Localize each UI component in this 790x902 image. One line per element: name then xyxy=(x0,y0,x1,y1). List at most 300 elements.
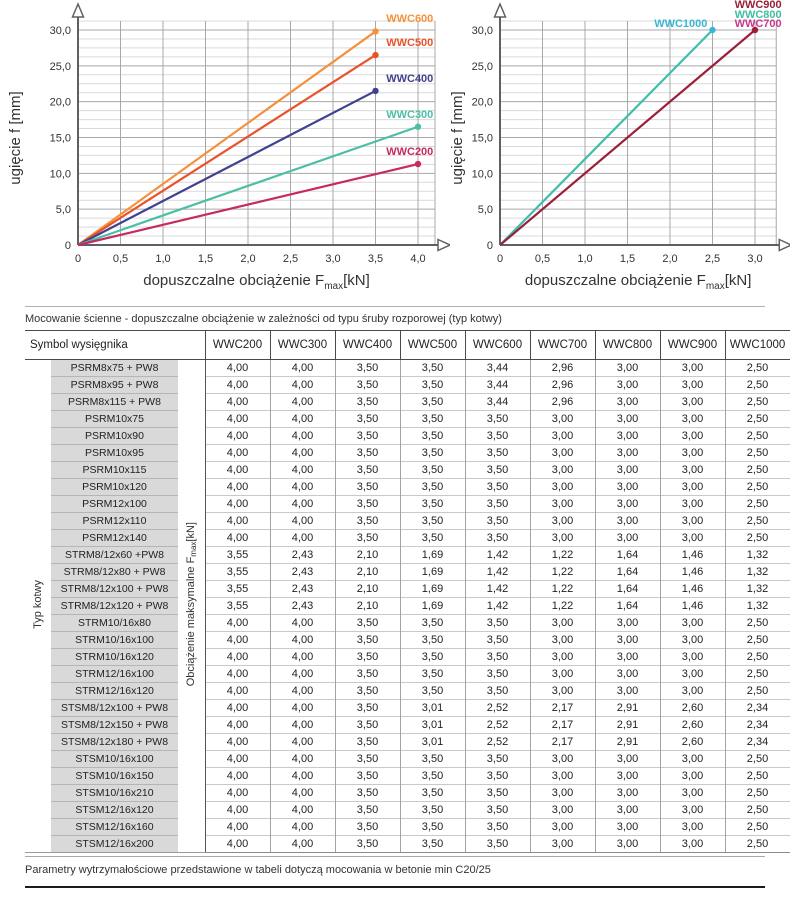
value-cell: 2,50 xyxy=(725,751,790,768)
value-cell: 4,00 xyxy=(270,683,335,700)
value-cell: 3,50 xyxy=(400,785,465,802)
row-label: STSM12/16x160 xyxy=(51,819,178,836)
y-tick-label: 20,0 xyxy=(471,96,493,109)
value-cell: 3,00 xyxy=(660,802,725,819)
table-section xyxy=(0,306,790,888)
value-cell: 3,50 xyxy=(400,802,465,819)
value-cell: 3,00 xyxy=(595,632,660,649)
row-label: PSRM12x110 xyxy=(51,513,178,530)
x-tick-label: 0 xyxy=(496,253,504,265)
value-cell: 3,00 xyxy=(530,666,595,683)
value-cell: 3,00 xyxy=(595,479,660,496)
bottom-rule xyxy=(25,886,765,888)
table-row xyxy=(25,360,790,377)
value-cell: 2,60 xyxy=(660,700,725,717)
symbol-header: Symbol wysięgnika xyxy=(25,331,205,360)
series-label-WWC600: WWC600 xyxy=(386,13,434,25)
col-header-WWC800: WWC800 xyxy=(595,331,660,360)
value-cell: 4,00 xyxy=(205,666,270,683)
value-cell: 4,00 xyxy=(270,666,335,683)
value-cell: 1,64 xyxy=(595,547,660,564)
value-cell: 1,32 xyxy=(725,581,790,598)
value-cell: 3,50 xyxy=(335,394,400,411)
value-cell: 3,50 xyxy=(335,649,400,666)
series-line-WWC400 xyxy=(78,91,376,245)
value-cell: 3,50 xyxy=(465,530,530,547)
x-tick-label: 0,5 xyxy=(112,253,129,265)
table-row xyxy=(25,785,790,802)
y-tick-label: 5,0 xyxy=(55,204,71,217)
y-tick-label: 30,0 xyxy=(471,25,493,37)
value-cell: 4,00 xyxy=(270,462,335,479)
value-cell: 3,50 xyxy=(465,411,530,428)
value-cell: 3,50 xyxy=(335,496,400,513)
value-cell: 3,00 xyxy=(530,802,595,819)
value-cell: 4,00 xyxy=(205,530,270,547)
series-line-WWC600 xyxy=(78,31,376,245)
value-cell: 3,50 xyxy=(400,462,465,479)
table-row xyxy=(25,445,790,462)
value-cell: 3,00 xyxy=(660,615,725,632)
value-cell: 4,00 xyxy=(270,717,335,734)
typ-kotwy-label: Typ kotwy xyxy=(32,580,44,629)
x-tick-label: 2,5 xyxy=(282,253,299,265)
row-label: PSRM10x115 xyxy=(51,462,178,479)
x-axis-arrow-icon xyxy=(779,240,790,251)
value-cell: 3,50 xyxy=(465,666,530,683)
row-label: STRM12/16x120 xyxy=(51,683,178,700)
value-cell: 4,00 xyxy=(270,530,335,547)
x-tick-label: 1,0 xyxy=(577,253,593,265)
value-cell: 3,00 xyxy=(660,411,725,428)
row-label: PSRM12x140 xyxy=(51,530,178,547)
value-cell: 3,50 xyxy=(465,513,530,530)
table-row xyxy=(25,513,790,530)
table-row xyxy=(25,377,790,394)
value-cell: 4,00 xyxy=(205,360,270,377)
footnote: Parametry wytrzymałościowe przedstawione w tabeli dotyczą mocowania w betonie min C20/25 xyxy=(25,856,765,886)
value-cell: 3,50 xyxy=(335,377,400,394)
value-cell: 2,17 xyxy=(530,734,595,751)
fmax-label-post: [kN] xyxy=(184,522,197,542)
value-cell: 3,00 xyxy=(660,496,725,513)
table-row xyxy=(25,530,790,547)
chart-svg-wall-mount-deflection-wwc200-600 xyxy=(0,0,450,302)
table-row xyxy=(25,479,790,496)
value-cell: 3,55 xyxy=(205,564,270,581)
load-table xyxy=(25,330,790,853)
value-cell: 3,50 xyxy=(465,751,530,768)
value-cell: 3,00 xyxy=(660,751,725,768)
value-cell: 3,00 xyxy=(530,530,595,547)
series-marker-WWC600 xyxy=(372,28,378,34)
value-cell: 3,00 xyxy=(530,496,595,513)
value-cell: 3,50 xyxy=(400,411,465,428)
x-axis-arrow-icon xyxy=(438,240,450,251)
value-cell: 2,50 xyxy=(725,649,790,666)
value-cell: 4,00 xyxy=(270,768,335,785)
col-header-WWC600: WWC600 xyxy=(465,331,530,360)
value-cell: 3,00 xyxy=(660,768,725,785)
value-cell: 3,50 xyxy=(465,496,530,513)
value-cell: 2,50 xyxy=(725,496,790,513)
value-cell: 4,00 xyxy=(205,819,270,836)
series-label-WWC500: WWC500 xyxy=(386,37,434,49)
value-cell: 4,00 xyxy=(205,751,270,768)
value-cell: 2,43 xyxy=(270,581,335,598)
value-cell: 2,43 xyxy=(270,598,335,615)
col-header-WWC700: WWC700 xyxy=(530,331,595,360)
value-cell: 2,17 xyxy=(530,717,595,734)
value-cell: 1,46 xyxy=(660,547,725,564)
value-cell: 3,00 xyxy=(595,802,660,819)
value-cell: 3,00 xyxy=(595,496,660,513)
value-cell: 3,50 xyxy=(465,819,530,836)
value-cell: 3,50 xyxy=(335,734,400,751)
value-cell: 3,50 xyxy=(400,428,465,445)
value-cell: 3,00 xyxy=(595,649,660,666)
value-cell: 1,46 xyxy=(660,581,725,598)
col-header-WWC1000: WWC1000 xyxy=(725,331,790,360)
value-cell: 3,50 xyxy=(335,479,400,496)
value-cell: 3,00 xyxy=(660,666,725,683)
series-marker-WWC300 xyxy=(415,124,421,130)
value-cell: 4,00 xyxy=(270,819,335,836)
value-cell: 2,50 xyxy=(725,530,790,547)
value-cell: 2,96 xyxy=(530,360,595,377)
row-label: STRM12/16x100 xyxy=(51,666,178,683)
deflection-chart-right xyxy=(450,0,790,302)
value-cell: 1,32 xyxy=(725,564,790,581)
value-cell: 2,50 xyxy=(725,428,790,445)
value-cell: 3,00 xyxy=(530,479,595,496)
x-tick-label: 0,5 xyxy=(534,253,551,265)
fmax-cell xyxy=(178,360,205,853)
table-row xyxy=(25,428,790,445)
value-cell: 1,42 xyxy=(465,598,530,615)
value-cell: 3,00 xyxy=(660,819,725,836)
value-cell: 2,50 xyxy=(725,513,790,530)
value-cell: 3,50 xyxy=(465,768,530,785)
value-cell: 3,55 xyxy=(205,598,270,615)
row-label: STSM8/12x180 + PW8 xyxy=(51,734,178,751)
value-cell: 4,00 xyxy=(205,700,270,717)
series-marker-WWC200 xyxy=(415,161,421,167)
value-cell: 4,00 xyxy=(270,479,335,496)
value-cell: 3,50 xyxy=(465,683,530,700)
series-label-WWC700: WWC700 xyxy=(734,18,782,30)
col-header-WWC400: WWC400 xyxy=(335,331,400,360)
value-cell: 2,50 xyxy=(725,360,790,377)
table-row xyxy=(25,496,790,513)
value-cell: 1,69 xyxy=(400,547,465,564)
value-cell: 4,00 xyxy=(205,445,270,462)
value-cell: 3,50 xyxy=(335,445,400,462)
value-cell: 3,55 xyxy=(205,547,270,564)
value-cell: 3,50 xyxy=(400,666,465,683)
value-cell: 3,00 xyxy=(530,428,595,445)
y-tick-label: 0 xyxy=(64,240,71,252)
x-tick-label: 1,0 xyxy=(155,253,171,265)
value-cell: 3,50 xyxy=(335,411,400,428)
series-label-WWC400: WWC400 xyxy=(386,73,434,85)
value-cell: 3,50 xyxy=(335,802,400,819)
x-tick-label: 4,0 xyxy=(410,253,426,265)
y-tick-label: 5,0 xyxy=(477,204,493,217)
table-row xyxy=(25,751,790,768)
row-label: STRM10/16x100 xyxy=(51,632,178,649)
col-header-WWC300: WWC300 xyxy=(270,331,335,360)
fmax-label-sub: max xyxy=(188,541,198,558)
value-cell: 3,44 xyxy=(465,377,530,394)
value-cell: 3,00 xyxy=(660,513,725,530)
value-cell: 4,00 xyxy=(205,802,270,819)
value-cell: 3,00 xyxy=(595,768,660,785)
value-cell: 3,50 xyxy=(400,394,465,411)
value-cell: 3,00 xyxy=(660,360,725,377)
y-axis-title: ugięcie f [mm] xyxy=(7,91,24,185)
value-cell: 3,50 xyxy=(335,751,400,768)
series-marker-WWC1000 xyxy=(709,27,715,33)
typ-kotwy-cell xyxy=(25,360,51,853)
value-cell: 1,64 xyxy=(595,598,660,615)
value-cell: 4,00 xyxy=(205,649,270,666)
row-label: STRM8/12x120 + PW8 xyxy=(51,598,178,615)
table-row xyxy=(25,411,790,428)
value-cell: 3,50 xyxy=(335,683,400,700)
x-tick-label: 1,5 xyxy=(619,253,636,265)
value-cell: 3,00 xyxy=(530,615,595,632)
row-label: STRM8/12x60 +PW8 xyxy=(51,547,178,564)
value-cell: 2,50 xyxy=(725,615,790,632)
value-cell: 3,00 xyxy=(595,428,660,445)
y-tick-label: 20,0 xyxy=(49,96,71,109)
value-cell: 3,00 xyxy=(660,394,725,411)
value-cell: 3,00 xyxy=(595,615,660,632)
value-cell: 3,50 xyxy=(400,377,465,394)
value-cell: 2,34 xyxy=(725,700,790,717)
value-cell: 4,00 xyxy=(270,615,335,632)
x-tick-label: 1,5 xyxy=(197,253,214,265)
row-label: STSM10/16x150 xyxy=(51,768,178,785)
y-axis-arrow-icon xyxy=(73,4,84,17)
value-cell: 4,00 xyxy=(205,836,270,853)
value-cell: 4,00 xyxy=(270,411,335,428)
value-cell: 2,50 xyxy=(725,445,790,462)
value-cell: 1,64 xyxy=(595,564,660,581)
value-cell: 2,50 xyxy=(725,802,790,819)
table-row xyxy=(25,819,790,836)
series-label-WWC900: WWC900 xyxy=(734,0,782,11)
value-cell: 4,00 xyxy=(270,496,335,513)
value-cell: 3,50 xyxy=(465,615,530,632)
row-label: PSRM10x95 xyxy=(51,445,178,462)
value-cell: 3,50 xyxy=(335,785,400,802)
value-cell: 3,50 xyxy=(400,751,465,768)
value-cell: 3,00 xyxy=(595,683,660,700)
row-label: STSM10/16x100 xyxy=(51,751,178,768)
value-cell: 3,00 xyxy=(595,513,660,530)
row-label: PSRM10x120 xyxy=(51,479,178,496)
value-cell: 3,00 xyxy=(660,377,725,394)
value-cell: 4,00 xyxy=(205,462,270,479)
value-cell: 3,00 xyxy=(660,445,725,462)
value-cell: 3,00 xyxy=(595,360,660,377)
x-tick-label: 0 xyxy=(74,253,82,265)
row-label: STSM12/16x120 xyxy=(51,802,178,819)
value-cell: 4,00 xyxy=(205,717,270,734)
row-label: PSRM8x115 + PW8 xyxy=(51,394,178,411)
value-cell: 3,00 xyxy=(530,683,595,700)
x-axis-title: dopuszczalne obciążenie $F_{max}[kN]$ xyxy=(524,272,752,292)
table-row xyxy=(25,717,790,734)
value-cell: 3,50 xyxy=(465,462,530,479)
y-tick-label: 0 xyxy=(486,240,493,252)
row-label: STRM8/12x80 + PW8 xyxy=(51,564,178,581)
row-label: STSM8/12x100 + PW8 xyxy=(51,700,178,717)
value-cell: 2,50 xyxy=(725,683,790,700)
y-axis-arrow-icon xyxy=(495,4,506,17)
value-cell: 2,52 xyxy=(465,700,530,717)
value-cell: 1,69 xyxy=(400,564,465,581)
value-cell: 2,50 xyxy=(725,377,790,394)
value-cell: 3,50 xyxy=(400,819,465,836)
value-cell: 1,32 xyxy=(725,598,790,615)
deflection-chart-left xyxy=(0,0,450,302)
x-axis-title: dopuszczalne obciążenie $F_{max}[kN]$ xyxy=(143,272,370,292)
series-label-WWC1000: WWC1000 xyxy=(654,18,708,30)
value-cell: 1,46 xyxy=(660,564,725,581)
value-cell: 3,50 xyxy=(400,530,465,547)
value-cell: 4,00 xyxy=(205,479,270,496)
value-cell: 1,22 xyxy=(530,547,595,564)
value-cell: 2,50 xyxy=(725,462,790,479)
x-tick-label: 2,0 xyxy=(240,253,256,265)
value-cell: 4,00 xyxy=(205,683,270,700)
value-cell: 2,52 xyxy=(465,717,530,734)
value-cell: 1,32 xyxy=(725,547,790,564)
value-cell: 3,50 xyxy=(335,768,400,785)
value-cell: 4,00 xyxy=(270,632,335,649)
header-row xyxy=(25,331,790,360)
value-cell: 3,00 xyxy=(595,394,660,411)
value-cell: 3,00 xyxy=(595,445,660,462)
value-cell: 2,50 xyxy=(725,819,790,836)
row-label: PSRM10x90 xyxy=(51,428,178,445)
value-cell: 3,50 xyxy=(335,632,400,649)
value-cell: 4,00 xyxy=(205,768,270,785)
value-cell: 2,50 xyxy=(725,479,790,496)
value-cell: 3,00 xyxy=(530,768,595,785)
value-cell: 2,50 xyxy=(725,836,790,853)
value-cell: 4,00 xyxy=(270,751,335,768)
value-cell: 4,00 xyxy=(270,802,335,819)
value-cell: 3,00 xyxy=(530,411,595,428)
value-cell: 3,50 xyxy=(465,445,530,462)
x-tick-label: 3,5 xyxy=(367,253,384,265)
value-cell: 1,22 xyxy=(530,564,595,581)
value-cell: 4,00 xyxy=(270,445,335,462)
value-cell: 1,42 xyxy=(465,564,530,581)
value-cell: 2,52 xyxy=(465,734,530,751)
value-cell: 2,50 xyxy=(725,768,790,785)
value-cell: 3,50 xyxy=(400,836,465,853)
value-cell: 4,00 xyxy=(270,785,335,802)
table-row xyxy=(25,683,790,700)
value-cell: 3,50 xyxy=(465,836,530,853)
row-label: STSM12/16x200 xyxy=(51,836,178,853)
value-cell: 4,00 xyxy=(270,377,335,394)
col-header-WWC500: WWC500 xyxy=(400,331,465,360)
value-cell: 3,00 xyxy=(595,530,660,547)
value-cell: 2,10 xyxy=(335,547,400,564)
value-cell: 3,50 xyxy=(335,700,400,717)
value-cell: 2,50 xyxy=(725,394,790,411)
value-cell: 1,69 xyxy=(400,581,465,598)
y-tick-label: 25,0 xyxy=(471,60,493,73)
value-cell: 1,46 xyxy=(660,598,725,615)
value-cell: 2,96 xyxy=(530,377,595,394)
x-tick-label: 2,0 xyxy=(662,253,678,265)
value-cell: 3,00 xyxy=(530,819,595,836)
value-cell: 4,00 xyxy=(205,615,270,632)
value-cell: 4,00 xyxy=(270,649,335,666)
value-cell: 3,50 xyxy=(335,530,400,547)
row-label: PSRM8x95 + PW8 xyxy=(51,377,178,394)
value-cell: 2,60 xyxy=(660,734,725,751)
x-tick-label: 2,5 xyxy=(704,253,721,265)
value-cell: 3,50 xyxy=(335,360,400,377)
value-cell: 4,00 xyxy=(270,394,335,411)
col-header-WWC900: WWC900 xyxy=(660,331,725,360)
series-label-WWC300: WWC300 xyxy=(386,109,434,121)
table-row xyxy=(25,581,790,598)
value-cell: 2,17 xyxy=(530,700,595,717)
value-cell: 3,50 xyxy=(465,649,530,666)
value-cell: 4,00 xyxy=(270,700,335,717)
value-cell: 3,50 xyxy=(335,462,400,479)
value-cell: 3,00 xyxy=(530,632,595,649)
value-cell: 4,00 xyxy=(205,394,270,411)
value-cell: 3,50 xyxy=(335,819,400,836)
table-row xyxy=(25,836,790,853)
value-cell: 3,50 xyxy=(465,802,530,819)
value-cell: 3,00 xyxy=(595,462,660,479)
value-cell: 3,50 xyxy=(335,717,400,734)
value-cell: 3,00 xyxy=(660,530,725,547)
value-cell: 4,00 xyxy=(205,428,270,445)
value-cell: 2,50 xyxy=(725,785,790,802)
value-cell: 3,50 xyxy=(400,513,465,530)
col-header-WWC200: WWC200 xyxy=(205,331,270,360)
value-cell: 3,00 xyxy=(660,683,725,700)
y-tick-label: 30,0 xyxy=(49,25,71,37)
value-cell: 3,00 xyxy=(660,649,725,666)
value-cell: 3,00 xyxy=(595,411,660,428)
value-cell: 3,00 xyxy=(595,751,660,768)
value-cell: 3,50 xyxy=(335,513,400,530)
value-cell: 1,69 xyxy=(400,598,465,615)
value-cell: 2,43 xyxy=(270,564,335,581)
value-cell: 3,50 xyxy=(400,768,465,785)
row-label: STSM10/16x210 xyxy=(51,785,178,802)
value-cell: 3,00 xyxy=(595,836,660,853)
row-label: STRM8/12x100 + PW8 xyxy=(51,581,178,598)
table-row xyxy=(25,462,790,479)
table-row xyxy=(25,768,790,785)
value-cell: 3,50 xyxy=(335,428,400,445)
value-cell: 3,50 xyxy=(335,836,400,853)
